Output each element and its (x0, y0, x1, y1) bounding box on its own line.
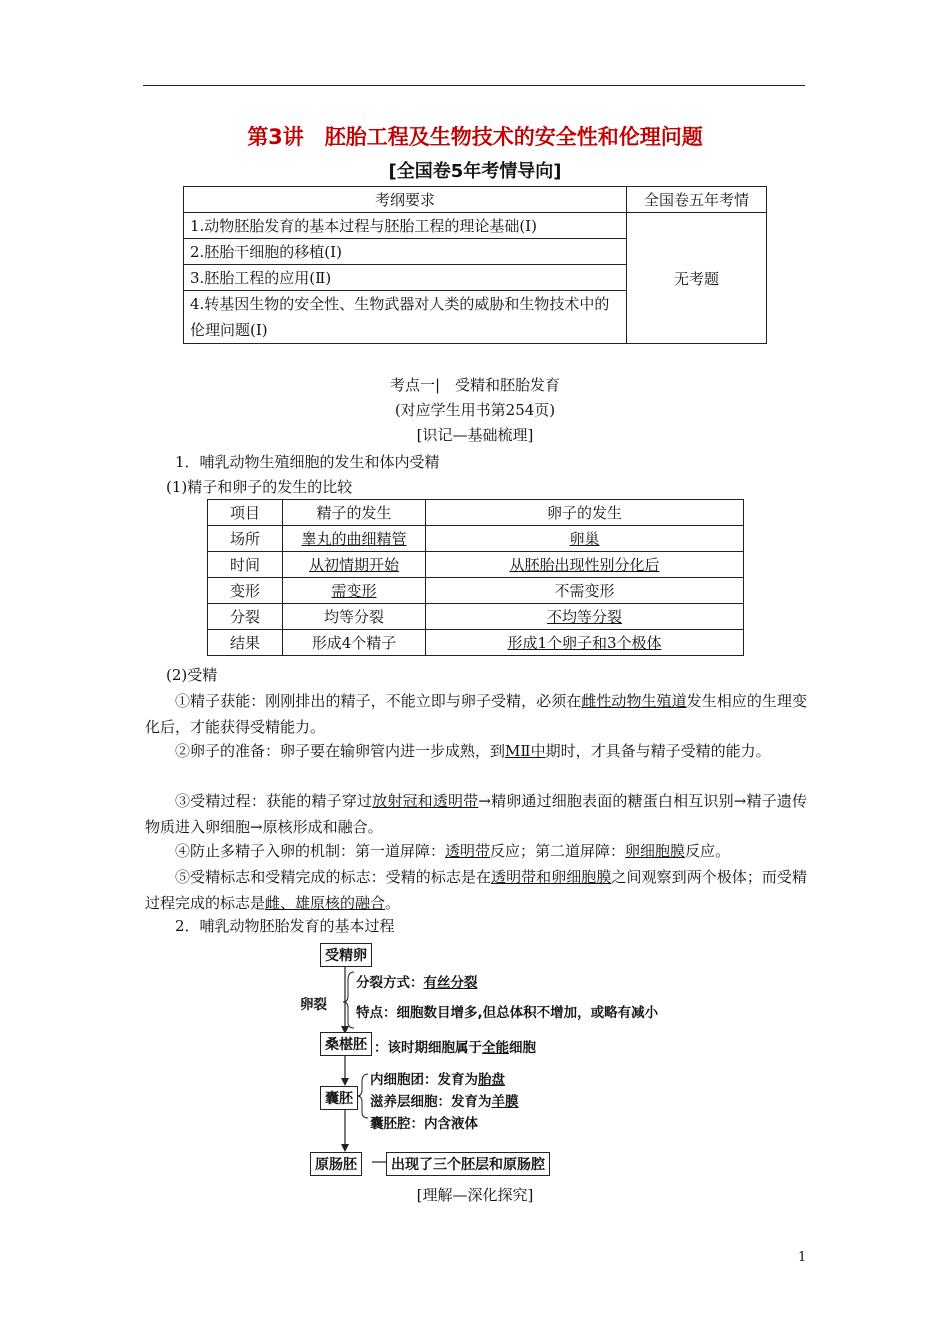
table-cell: 变形 (208, 578, 283, 604)
item2-title: 2．哺乳动物胚胎发育的基本过程 (175, 917, 395, 935)
blastocoel: 囊胚腔：内含液体 (370, 1116, 478, 1132)
gamete-comparison-table (207, 499, 744, 656)
gastrula-note: 出现了三个胚层和原肠腔 (386, 1152, 550, 1176)
table-cell: 3.胚胎工程的应用(Ⅱ) (184, 265, 627, 291)
table-cell: 时间 (208, 552, 283, 578)
paragraph-polyspermy: ④防止多精子入卵的机制：第一道屏障：透明带反应；第二道屏障：卵细胞膜反应。 (175, 842, 731, 860)
table-cell: 不均等分裂 (546, 608, 622, 626)
table-cell: 睾丸的曲细精管 (301, 530, 407, 548)
table-cell-result: 无考题 (627, 213, 767, 344)
embryo-development-diagram (300, 938, 700, 1178)
footer-tag: [理解—深化探究] (416, 1186, 534, 1204)
page-title: 第3讲 胚胎工程及生物技术的安全性和伦理问题 (247, 125, 703, 149)
table-header: 项目 (208, 500, 283, 526)
box-blastocyst: 囊胚 (320, 1086, 358, 1110)
table-cell: 1.动物胚胎发育的基本过程与胚胎工程的理论基础(Ⅰ) (184, 213, 627, 239)
paragraph-egg-prep: ②卵子的准备：卵子要在输卵管内进一步成熟，到MⅡ中期时，才具备与精子受精的能力。 (175, 742, 771, 760)
page-subtitle: [全国卷5年考情导向] (388, 161, 562, 182)
table-cell: 4.转基因生物的安全性、生物武器对人类的威胁和生物技术中的伦理问题(Ⅰ) (184, 291, 627, 344)
cleavage-mode: 分裂方式：有丝分裂 (356, 975, 478, 991)
section-heading: 考点一| 受精和胚胎发育 (389, 376, 561, 394)
item1-sub1: (1)精子和卵子的发生的比较 (166, 478, 353, 496)
box-gastrula: 原肠胚 (310, 1152, 362, 1176)
exam-requirements-table (183, 186, 767, 344)
table-header: 卵子的发生 (426, 500, 744, 526)
table-cell: 需变形 (331, 582, 377, 600)
section-tag: [识记—基础梳理] (416, 426, 534, 444)
table-cell: 形成4个精子 (283, 630, 426, 656)
table-cell: 形成1个卵子和3个极体 (507, 634, 662, 652)
item1-title: 1．哺乳动物生殖细胞的发生和体内受精 (175, 453, 440, 471)
table-header: 精子的发生 (283, 500, 426, 526)
cleavage-feature: 特点：细胞数目增多,但总体积不增加，或略有减小 (356, 1005, 659, 1021)
table-cell: 场所 (208, 526, 283, 552)
table-cell: 从初情期开始 (308, 556, 399, 574)
inner-cell-mass: 内细胞团：发育为胎盘 (370, 1072, 505, 1088)
table-cell: 卵巢 (569, 530, 600, 548)
header-rule (143, 85, 805, 86)
box-zygote: 受精卵 (320, 943, 372, 967)
paragraph-markers: ⑤受精标志和受精完成的标志：受精的标志是在透明带和卵细胞膜之间观察到两个极体；而受精过程完成的标志是雌、雄原核的融合。 (145, 868, 807, 912)
table-cell: 均等分裂 (283, 604, 426, 630)
table-cell: 结果 (208, 630, 283, 656)
item1-sub2: (2)受精 (166, 666, 218, 684)
trophoblast: 滋养层细胞：发育为羊膜 (370, 1094, 519, 1110)
paragraph-capacitation: ①精子获能：刚刚排出的精子，不能立即与卵子受精，必须在雌性动物生殖道发生相应的生理变化后，才能获得受精能力。 (145, 692, 807, 736)
label-cleavage: 卵裂 (300, 997, 327, 1013)
table-cell: 2.胚胎干细胞的移植(Ⅰ) (184, 239, 627, 265)
morula-note: ：该时期细胞属于全能细胞 (374, 1040, 536, 1056)
table-cell: 从胚胎出现性别分化后 (509, 556, 660, 574)
paragraph-fertilization: ③受精过程：获能的精子穿过放射冠和透明带→精卵通过细胞表面的糖蛋白相互识别→精子遗传物质进入卵细胞→原核形成和融合。 (145, 792, 807, 836)
table-cell: 分裂 (208, 604, 283, 630)
page-number: 1 (798, 1250, 807, 1265)
table-header: 全国卷五年考情 (627, 187, 767, 213)
table-cell: 不需变形 (426, 578, 744, 604)
section-ref: (对应学生用书第254页) (394, 401, 556, 419)
box-morula: 桑椹胚 (320, 1032, 372, 1056)
table-header: 考纲要求 (184, 187, 627, 213)
